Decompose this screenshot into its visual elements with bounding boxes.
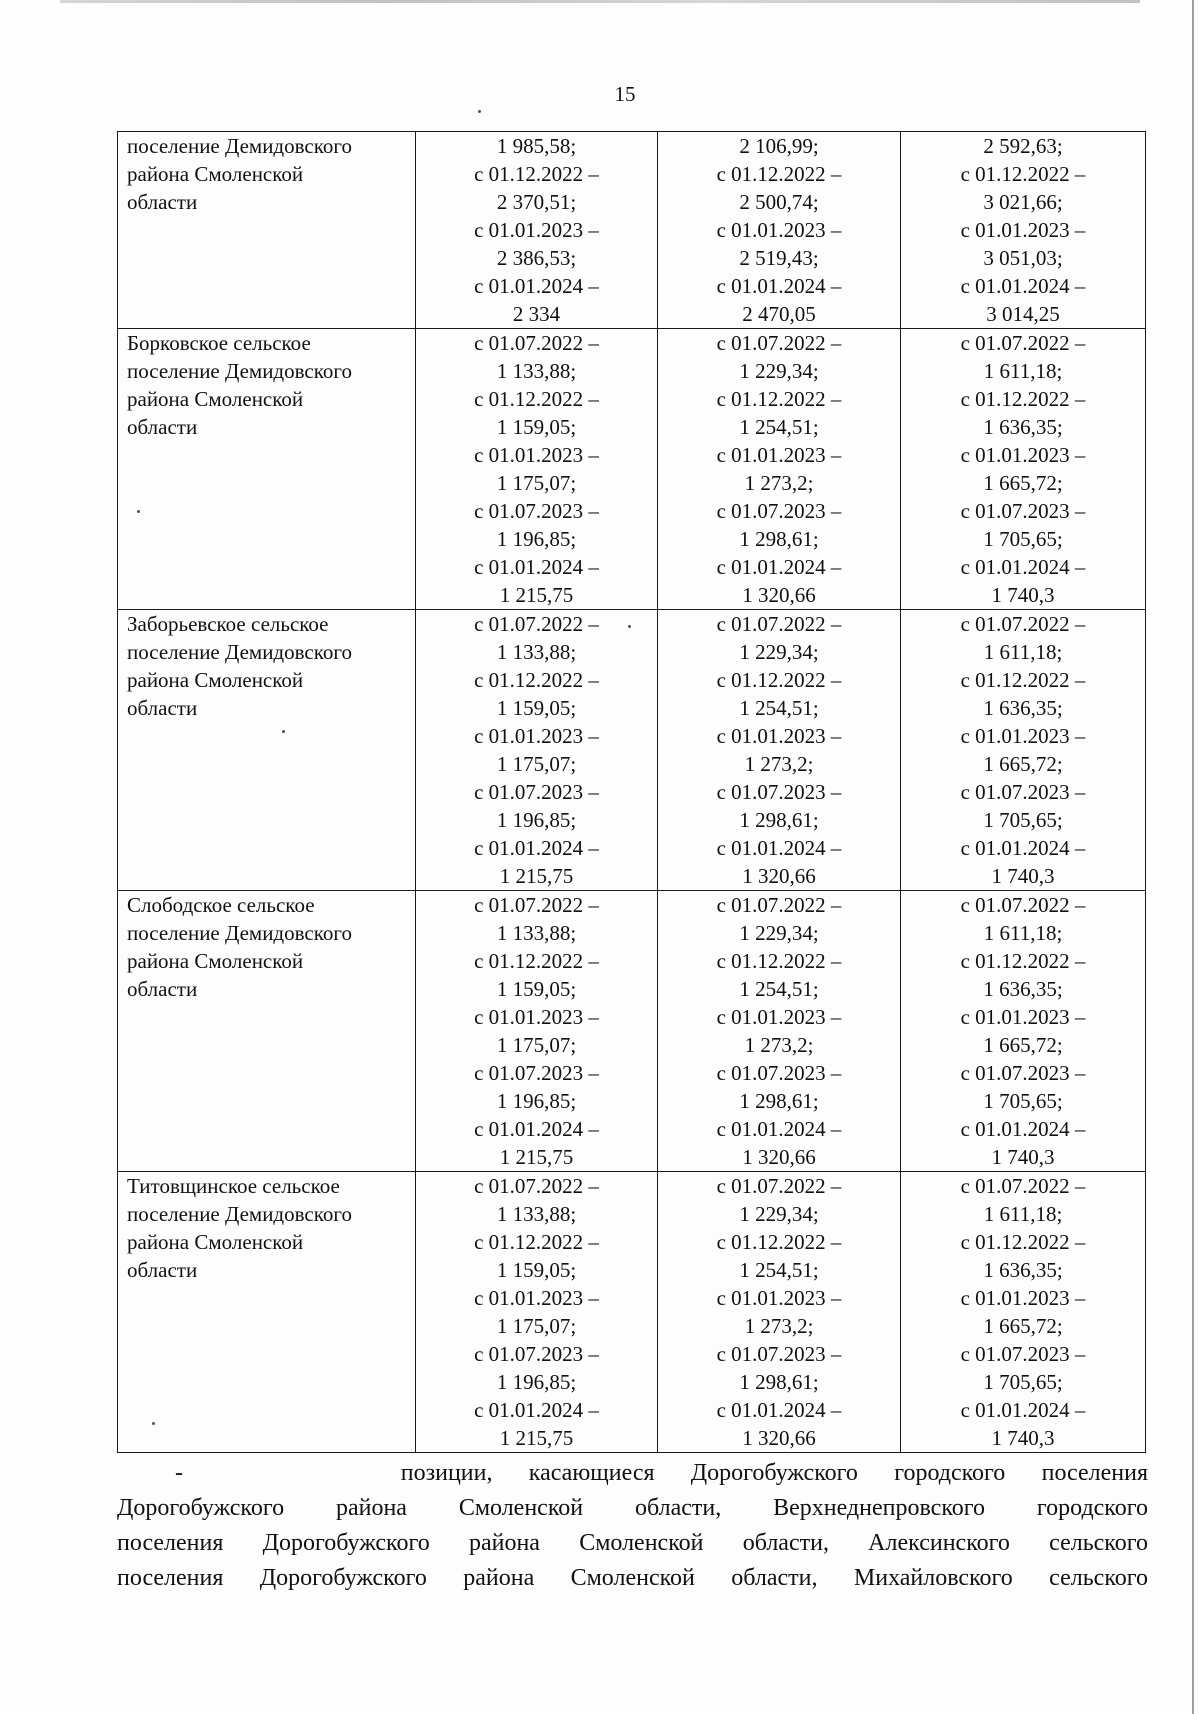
tariff-value-line: с 01.07.2022 – [960, 1174, 1086, 1198]
table-row [118, 329, 1146, 610]
tariff-col1-cell [416, 1172, 658, 1453]
tariff-value-line: 2 370,51; [496, 190, 577, 214]
tariff-value-line: с 01.07.2022 – [716, 1174, 842, 1198]
tariff-value-line: с 01.12.2022 – [716, 949, 842, 973]
tariff-value-line: 2 386,53; [496, 246, 577, 270]
scan-speck [152, 1422, 155, 1425]
tariff-value-line: 1 254,51; [739, 1258, 819, 1282]
settlement-name-line: области [127, 696, 198, 720]
tariff-value-line: 1 320,66 [742, 864, 816, 888]
tariff-value-line: с 01.01.2023 – [716, 218, 842, 242]
settlement-name-line: области [127, 415, 198, 439]
tariff-value-line: 1 254,51; [739, 696, 819, 720]
scan-edge-right [1192, 0, 1194, 1714]
settlement-name-cell [118, 891, 416, 1172]
tariff-value-line: 1 705,65; [983, 808, 1063, 832]
tariff-value-line: с 01.12.2022 – [716, 668, 842, 692]
tariff-value-line: с 01.01.2023 – [716, 1005, 842, 1029]
tariff-col3-cell [901, 610, 1146, 891]
tariff-value-line: 1 320,66 [742, 1145, 816, 1169]
tariff-value-line: с 01.01.2023 – [474, 1005, 599, 1029]
tariff-value-line: с 01.07.2023 – [474, 1342, 599, 1366]
tariff-value-line: с 01.12.2022 – [960, 949, 1086, 973]
settlement-name-line: области [127, 1258, 198, 1282]
tariff-col2-cell [658, 891, 901, 1172]
tariff-value-line: с 01.07.2022 – [474, 893, 599, 917]
tariff-value-line: с 01.07.2023 – [474, 780, 599, 804]
tariff-value-line: 1 705,65; [983, 1370, 1063, 1394]
settlement-name-line: поселение Демидовского [127, 134, 352, 158]
settlement-name-cell [118, 132, 416, 329]
tariff-col2-cell [658, 132, 901, 329]
tariff-value-line: 1 215,75 [499, 1145, 574, 1169]
tariff-value-line: 1 740,3 [991, 1426, 1055, 1450]
tariff-value-line: 1 740,3 [991, 864, 1055, 888]
tariff-value-line: с 01.01.2023 – [474, 218, 599, 242]
tariff-value-line: с 01.07.2022 – [960, 331, 1086, 355]
tariff-value-line: 1 229,34; [739, 359, 819, 383]
tariff-value-line: с 01.12.2022 – [716, 162, 842, 186]
settlement-name-line: района Смоленской [127, 949, 304, 973]
tariff-value-line: 1 159,05; [496, 696, 577, 720]
settlement-name-line: поселение Демидовского [127, 640, 352, 664]
settlement-name-line: района Смоленской [127, 387, 304, 411]
tariff-value-line: 1 273,2; [744, 752, 814, 776]
tariff-value-line: с 01.01.2024 – [960, 1398, 1086, 1422]
tariff-value-line: 1 636,35; [983, 1258, 1063, 1282]
settlement-name-line: района Смоленской [127, 162, 304, 186]
tariff-value-line: с 01.01.2023 – [474, 1286, 599, 1310]
tariff-value-line: с 01.01.2024 – [474, 1117, 599, 1141]
tariff-value-line: 1 159,05; [496, 977, 577, 1001]
tariff-col1-cell [416, 891, 658, 1172]
tariff-value-line: 2 592,63; [983, 134, 1063, 158]
tariff-value-line: с 01.07.2023 – [716, 499, 842, 523]
tariff-value-line: с 01.07.2022 – [474, 331, 599, 355]
tariff-value-line: с 01.01.2023 – [960, 1286, 1086, 1310]
paragraph-line: поселения Дорогобужского района Смоленской области, Алексинского сельского [117, 1530, 1148, 1556]
tariff-value-line: с 01.01.2023 – [474, 724, 599, 748]
tariff-value-line: 1 273,2; [744, 1314, 814, 1338]
tariff-value-line: 1 611,18; [983, 921, 1063, 945]
tariff-value-line: 1 196,85; [496, 527, 577, 551]
tariff-value-line: с 01.12.2022 – [960, 162, 1086, 186]
tariff-value-line: с 01.07.2023 – [716, 1061, 842, 1085]
tariff-col1-cell [416, 132, 658, 329]
paragraph-line: Дорогобужского района Смоленской области, Верхнеднепровского городского [117, 1495, 1148, 1521]
tariff-value-line: 3 014,25 [986, 302, 1060, 326]
settlement-name-line: Заборьевское сельское [127, 612, 329, 636]
tariff-value-line: с 01.07.2022 – [716, 893, 842, 917]
tariff-value-line: 1 320,66 [742, 1426, 816, 1450]
tariff-value-line: 1 133,88; [496, 1202, 577, 1226]
tariff-value-line: 1 740,3 [991, 1145, 1055, 1169]
tariff-value-line: 1 159,05; [496, 1258, 577, 1282]
tariff-value-line: с 01.01.2023 – [716, 443, 842, 467]
tariff-value-line: 1 196,85; [496, 808, 577, 832]
tariff-col2-cell [658, 610, 901, 891]
tariff-value-line: с 01.01.2023 – [960, 443, 1086, 467]
tariff-value-line: с 01.07.2022 – [716, 331, 842, 355]
tariff-value-line: 1 636,35; [983, 415, 1063, 439]
tariff-col1-cell [416, 610, 658, 891]
tariff-value-line: с 01.01.2024 – [716, 1398, 842, 1422]
tariff-value-line: 1 740,3 [991, 583, 1055, 607]
tariff-value-line: с 01.01.2023 – [474, 443, 599, 467]
tariff-value-line: 1 175,07; [496, 471, 577, 495]
tariff-value-line: 1 298,61; [739, 1089, 819, 1113]
tariff-value-line: с 01.12.2022 – [474, 1230, 599, 1254]
tariff-value-line: с 01.07.2023 – [960, 780, 1086, 804]
tariff-value-line: с 01.07.2023 – [716, 780, 842, 804]
tariff-value-line: 1 229,34; [739, 1202, 819, 1226]
tariff-col3-cell [901, 1172, 1146, 1453]
tariff-value-line: с 01.01.2023 – [716, 724, 842, 748]
tariff-value-line: с 01.01.2024 – [474, 1398, 599, 1422]
tariff-value-line: с 01.07.2022 – [474, 612, 599, 636]
tariff-value-line: 1 611,18; [983, 1202, 1063, 1226]
tariff-value-line: 1 273,2; [744, 471, 814, 495]
settlement-name-line: поселение Демидовского [127, 921, 352, 945]
tariff-value-line: 1 298,61; [739, 808, 819, 832]
tariff-value-line: 1 636,35; [983, 977, 1063, 1001]
tariff-value-line: 3 051,03; [983, 246, 1063, 270]
tariff-value-line: 1 611,18; [983, 640, 1063, 664]
settlement-name-cell [118, 1172, 416, 1453]
tariff-value-line: с 01.01.2024 – [716, 555, 842, 579]
tariff-value-line: с 01.12.2022 – [474, 162, 599, 186]
tariff-value-line: с 01.01.2024 – [716, 836, 842, 860]
tariff-value-line: 1 215,75 [499, 1426, 574, 1450]
tariff-value-line: 1 175,07; [496, 752, 577, 776]
tariff-value-line: 1 133,88; [496, 359, 577, 383]
settlement-name-line: Борковское сельское [127, 331, 311, 355]
settlement-name-line: Титовщинское сельское [127, 1174, 340, 1198]
settlement-name-cell [118, 610, 416, 891]
tariff-value-line: с 01.07.2023 – [474, 499, 599, 523]
tariff-value-line: 3 021,66; [983, 190, 1063, 214]
tariff-value-line: с 01.01.2024 – [960, 1117, 1086, 1141]
table-row [118, 610, 1146, 891]
settlement-name-line: Слободское сельское [127, 893, 315, 917]
tariff-value-line: с 01.01.2024 – [716, 274, 842, 298]
tariff-value-line: 1 175,07; [496, 1033, 577, 1057]
tariff-value-line: 1 133,88; [496, 921, 577, 945]
tariff-col2-cell [658, 1172, 901, 1453]
tariff-value-line: 1 215,75 [499, 583, 574, 607]
scan-speck [137, 510, 140, 513]
settlement-name-line: района Смоленской [127, 1230, 304, 1254]
tariff-value-line: 2 470,05 [742, 302, 816, 326]
tariff-value-line: с 01.01.2023 – [960, 1005, 1086, 1029]
scan-speck [628, 625, 631, 628]
tariff-value-line: с 01.07.2023 – [960, 1342, 1086, 1366]
settlement-name-line: поселение Демидовского [127, 1202, 352, 1226]
tariff-value-line: с 01.01.2023 – [960, 724, 1086, 748]
body-paragraph [117, 1456, 1148, 1596]
tariff-value-line: 1 665,72; [983, 1033, 1063, 1057]
tariff-col3-cell [901, 891, 1146, 1172]
tariff-col1-cell [416, 329, 658, 610]
tariff-value-line: 1 298,61; [739, 527, 819, 551]
scan-speck [478, 110, 481, 113]
tariff-value-line: с 01.12.2022 – [474, 668, 599, 692]
tariff-value-line: с 01.07.2023 – [960, 1061, 1086, 1085]
tariff-value-line: 2 500,74; [739, 190, 819, 214]
tariff-value-line: с 01.01.2024 – [960, 836, 1086, 860]
tariff-value-line: 2 519,43; [739, 246, 819, 270]
paragraph-line: - позиции, касающиеся Дорогобужского городского поселения [175, 1460, 1148, 1486]
tariff-value-line: 1 611,18; [983, 359, 1063, 383]
tariff-value-line: с 01.07.2023 – [960, 499, 1086, 523]
tariff-value-line: с 01.07.2022 – [960, 612, 1086, 636]
tariff-value-line: 1 159,05; [496, 415, 577, 439]
tariff-value-line: с 01.01.2024 – [474, 274, 599, 298]
tariff-value-line: 1 705,65; [983, 527, 1063, 551]
tariff-value-line: с 01.07.2023 – [474, 1061, 599, 1085]
table-row [118, 132, 1146, 329]
table-row [118, 891, 1146, 1172]
settlement-name-line: области [127, 977, 198, 1001]
tariff-value-line: с 01.01.2024 – [960, 274, 1086, 298]
scan-edge-top [60, 0, 1140, 3]
tariff-value-line: 1 229,34; [739, 921, 819, 945]
tariff-value-line: с 01.12.2022 – [960, 1230, 1086, 1254]
tariff-value-line: 1 985,58; [496, 134, 577, 158]
table-row [118, 1172, 1146, 1453]
tariff-value-line: 1 320,66 [742, 583, 816, 607]
tariff-value-line: 1 254,51; [739, 415, 819, 439]
tariff-value-line: 1 665,72; [983, 471, 1063, 495]
tariff-value-line: 1 196,85; [496, 1089, 577, 1113]
tariff-value-line: с 01.01.2023 – [716, 1286, 842, 1310]
tariff-value-line: с 01.01.2024 – [960, 555, 1086, 579]
tariff-value-line: с 01.12.2022 – [960, 387, 1086, 411]
tariff-value-line: 1 665,72; [983, 752, 1063, 776]
tariff-value-line: с 01.07.2023 – [716, 1342, 842, 1366]
settlement-name-cell [118, 329, 416, 610]
tariff-value-line: 1 636,35; [983, 696, 1063, 720]
tariff-value-line: с 01.01.2024 – [716, 1117, 842, 1141]
tariff-value-line: 1 175,07; [496, 1314, 577, 1338]
tariff-value-line: с 01.12.2022 – [960, 668, 1086, 692]
tariff-value-line: 1 273,2; [744, 1033, 814, 1057]
tariff-value-line: с 01.12.2022 – [474, 387, 599, 411]
tariff-value-line: с 01.07.2022 – [716, 612, 842, 636]
tariff-value-line: 1 298,61; [739, 1370, 819, 1394]
tariff-value-line: с 01.07.2022 – [960, 893, 1086, 917]
tariff-value-line: 1 229,34; [739, 640, 819, 664]
tariff-col2-cell [658, 329, 901, 610]
tariff-table [117, 131, 1146, 1453]
tariff-value-line: с 01.07.2022 – [474, 1174, 599, 1198]
tariff-value-line: 1 705,65; [983, 1089, 1063, 1113]
scan-speck [282, 730, 285, 733]
tariff-value-line: 2 334 [512, 302, 561, 326]
settlement-name-line: района Смоленской [127, 668, 304, 692]
settlement-name-line: области [127, 190, 198, 214]
tariff-value-line: 2 106,99; [739, 134, 819, 158]
tariff-value-line: с 01.01.2024 – [474, 836, 599, 860]
tariff-value-line: с 01.12.2022 – [716, 387, 842, 411]
tariff-value-line: с 01.12.2022 – [716, 1230, 842, 1254]
tariff-value-line: 1 196,85; [496, 1370, 577, 1394]
paragraph-line: поселения Дорогобужского района Смоленской области, Михайловского сельского [117, 1565, 1148, 1591]
tariff-value-line: с 01.01.2024 – [474, 555, 599, 579]
tariff-value-line: 1 133,88; [496, 640, 577, 664]
tariff-value-line: 1 665,72; [983, 1314, 1063, 1338]
tariff-col3-cell [901, 132, 1146, 329]
page-number: 15 [614, 82, 636, 106]
tariff-value-line: с 01.01.2023 – [960, 218, 1086, 242]
tariff-col3-cell [901, 329, 1146, 610]
tariff-value-line: 1 215,75 [499, 864, 574, 888]
settlement-name-line: поселение Демидовского [127, 359, 352, 383]
tariff-value-line: 1 254,51; [739, 977, 819, 1001]
tariff-value-line: с 01.12.2022 – [474, 949, 599, 973]
